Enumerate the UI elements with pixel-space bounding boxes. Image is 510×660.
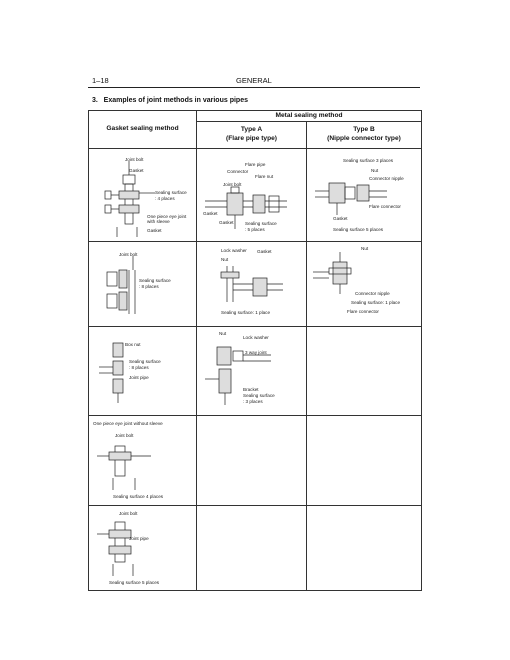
gasket-joint-diagram-5 [89, 506, 197, 591]
row3-type-a-cell [197, 327, 307, 416]
row4-type-b-cell-empty [307, 416, 422, 506]
label-gasket-2: Gasket [147, 228, 162, 233]
row4-gasket-cell [89, 416, 197, 506]
label-flare-pipe: Flare pipe [245, 162, 266, 167]
label-one-piece: One piece eye joint [147, 214, 187, 219]
row1-type-b-cell [307, 149, 422, 242]
row5-gasket-cell [89, 506, 197, 591]
label-lock-washer: Lock washer [221, 248, 247, 253]
row3-gasket-cell [89, 327, 197, 416]
label-gasket-a1: Gasket [203, 211, 218, 216]
label-sealing-4: Sealing surface 4 places [113, 494, 164, 499]
label-gasket-2a: Gasket [257, 249, 272, 254]
label-sealing-top: Sealing surface 3 places [343, 158, 394, 163]
label-nut-2a: Nut [221, 257, 229, 262]
label-one-piece-4: One piece eye joint without sleeve [93, 421, 163, 426]
section-title: 3. Examples of joint methods in various pipes [92, 97, 248, 104]
label-flare-connector: Flare connector [369, 204, 401, 209]
gasket-joint-diagram-4 [89, 416, 197, 506]
label-connector-nipple: Connector nipple [369, 176, 404, 181]
label-connector-nipple-2b: Connector nipple [355, 291, 390, 296]
joint-methods-table [88, 110, 422, 591]
label-joint-bolt-2: Joint bolt [119, 252, 138, 257]
label-sealing-surface: Sealing surface [155, 190, 187, 195]
label-joint-bolt-a: Joint bolt [223, 182, 242, 187]
gasket-sealing-header: Gasket sealing method [89, 111, 197, 149]
label-box-nut: Box nut [125, 342, 141, 347]
row2-gasket-cell [89, 242, 197, 327]
label-sealing-2a: Sealing surface: 1 place [221, 310, 271, 315]
label-gasket-a2: Gasket [219, 220, 234, 225]
label-sealing-2b: Sealing surface: 1 place [351, 300, 401, 305]
label-sealing-2: Sealing surface [139, 278, 171, 283]
label-joint-bolt-4: Joint bolt [115, 433, 134, 438]
label-sealing-3a: Sealing surface [243, 393, 275, 398]
row3-type-b-cell-empty [307, 327, 422, 416]
label-sealing-a-count: : 5 places [245, 227, 265, 232]
gasket-joint-diagram-3 [89, 327, 197, 416]
chapter-title: GENERAL [236, 76, 272, 85]
row2-type-b-cell [307, 242, 422, 327]
label-connector: Connector [227, 169, 249, 174]
label-sealing-bottom: Sealing surface 5 places [333, 227, 384, 232]
row5-type-a-cell-empty [197, 506, 307, 591]
header-rule [88, 87, 420, 88]
label-sealing-5: Sealing surface 5 places [109, 580, 160, 585]
row4-type-a-cell-empty [197, 416, 307, 506]
label-joint-bolt: Joint bolt [125, 157, 144, 162]
label-flare-connector-2b: Flare connector [347, 309, 379, 314]
label-gasket-b: Gasket [333, 216, 348, 221]
row1-gasket-cell [89, 149, 197, 242]
label-sealing-count: : 4 places [155, 196, 175, 201]
label-sealing-3: Sealing surface [129, 359, 161, 364]
label-nut-3a: Nut [219, 331, 227, 336]
row1-type-a-cell [197, 149, 307, 242]
label-gasket: Gasket [129, 168, 144, 173]
gasket-joint-diagram-1 [89, 149, 197, 242]
label-bracket: Bracket [243, 387, 259, 392]
label-with-sleeve: with sleeve [147, 219, 170, 224]
row2-type-a-cell [197, 242, 307, 327]
label-sealing-3-count: : 8 places [129, 365, 149, 370]
metal-sealing-header: Metal sealing method [197, 111, 422, 122]
label-joint-pipe-3: Joint pipe [129, 375, 149, 380]
row5-type-b-cell-empty [307, 506, 422, 591]
label-lock-washer-3a: Lock washer [243, 335, 269, 340]
label-sealing-a: Sealing surface [245, 221, 277, 226]
type-b-header: Type B (Nipple connector type) [307, 122, 422, 149]
label-nut: Nut [371, 168, 379, 173]
type-a-header: Type A (Flare pipe type) [197, 122, 307, 149]
page-number: 1–18 [92, 76, 109, 85]
label-flare-nut: Flare nut [255, 174, 274, 179]
label-three-way: 3 way joint [245, 350, 267, 355]
label-sealing-3a-count: : 3 places [243, 399, 263, 404]
label-joint-pipe-5: Joint pipe [129, 536, 149, 541]
label-sealing-2-count: : 8 places [139, 284, 159, 289]
label-joint-bolt-5: Joint bolt [119, 511, 138, 516]
label-nut-2b: Nut [361, 246, 369, 251]
